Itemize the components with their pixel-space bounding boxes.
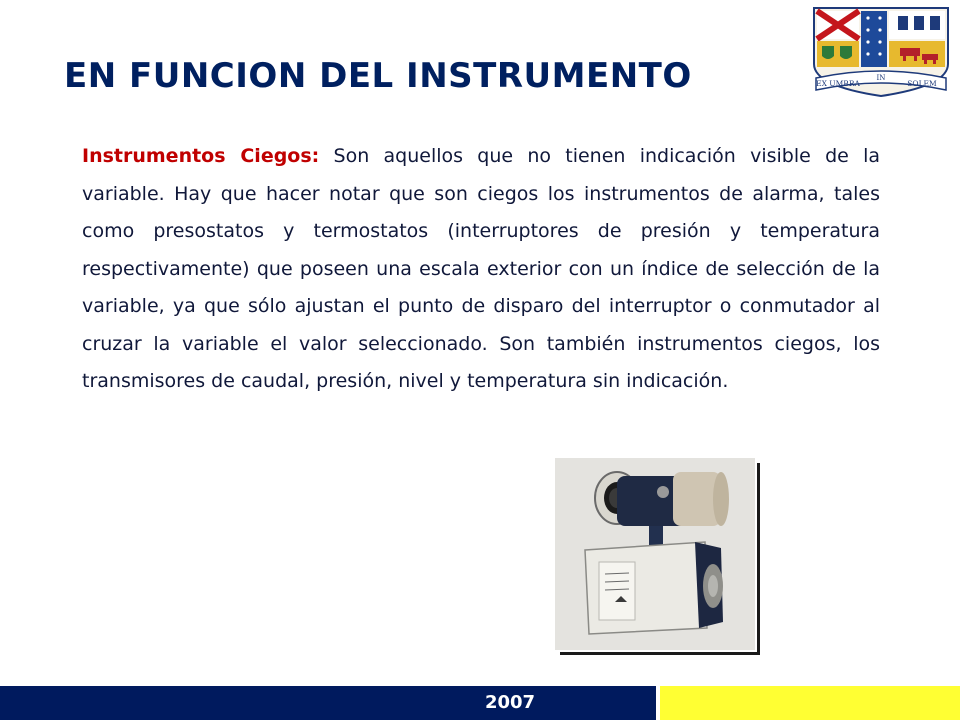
body-text: Son aquellos que no tienen indicación visible de la variable. Hay que hacer notar que son ciegos los instrumentos de alarma, tales como presostatos y termostatos (interruptores de presión y temperatura respectivamente) que poseen una escala exterior con un índice de selección de la variable, ya que sólo ajustan el punto de disparo del interruptor o conmutador al cruzar la variable el valor seleccionado. Son también instrumentos ciegos, los transmisores de caudal, presión, nivel y temperatura sin indicación. — [82, 145, 880, 392]
instrument-photo — [555, 458, 755, 650]
slide-title: EN FUNCION DEL INSTRUMENTO — [64, 56, 692, 96]
crest-motto-right: SOLEM — [907, 79, 937, 88]
footer-bar — [0, 686, 960, 720]
body-paragraph — [82, 138, 880, 401]
crest-motto-left: EX UMBRA — [816, 79, 860, 88]
crest-motto-center: IN — [876, 74, 886, 82]
body-lead: Instrumentos Ciegos: — [82, 145, 320, 167]
blind-transmitter-image — [555, 458, 755, 650]
university-crest-logo — [808, 4, 954, 98]
footer-year: 2007 — [484, 692, 536, 713]
